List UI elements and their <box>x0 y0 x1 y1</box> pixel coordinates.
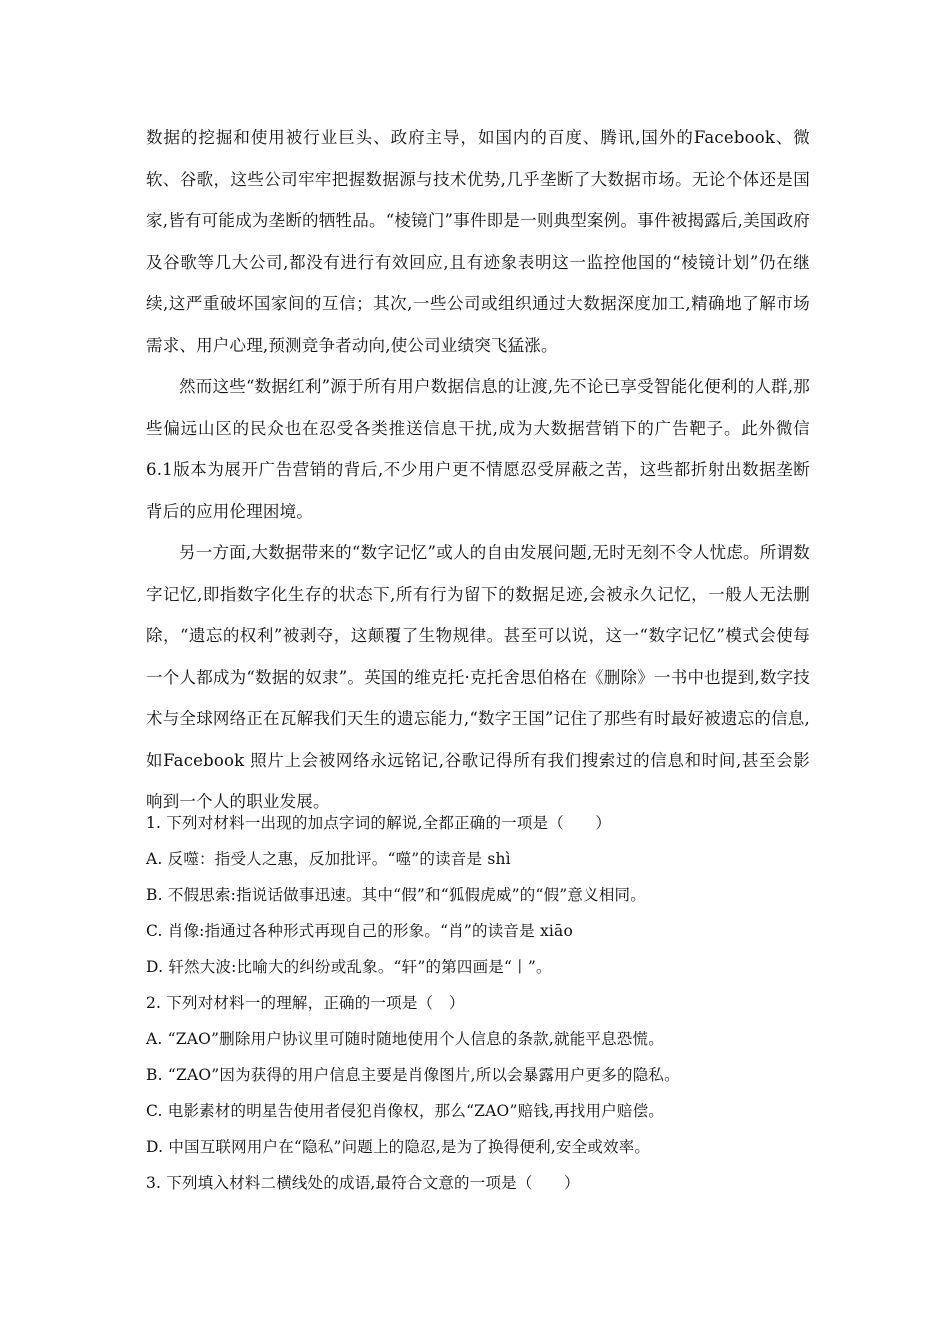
question-2-option-b: B. “ZAO”因为获得的用户信息主要是肖像图片,所以会暴露用户更多的隐私。 <box>146 1066 680 1084</box>
paragraph-digital-memory: 另一方面,大数据带来的“数字记忆”或人的自由发展问题,无时无刻不令人忧虑。所谓数字记忆,即指数字化生存的状态下,所有行为留下的数据足迹,会被永久记忆，一般人无法删除，“遗忘的权利”被剥夺，这颠覆了生物规律。甚至可以说，这一“数字记忆”模式会使每一个人都成为“数据的奴隶”。英国的维克托·克托舍思伯格在《删除》一书中也提到,数字技术与全球网络正在瓦解我们天生的遗忘能力,“数字王国”记住了那些有时最好被遗忘的信息,如Facebook 照片上会被网络永远铭记,谷歌记得所有我们搜索过的信息和时间,甚至会影响到一个人的职业发展。 <box>146 543 810 811</box>
question-1-stem: 1. 下列对材料一出现的加点字词的解说,全都正确的一项是（ ） <box>146 814 612 832</box>
question-1-option-b: B. 不假思索:指说话做事迅速。其中“假”和“狐假虎威”的“假”意义相同。 <box>146 886 646 904</box>
paragraph-data-monopoly: 数据的挖掘和使用被行业巨头、政府主导，如国内的百度、腾讯,国外的Facebook、微软、谷歌，这些公司牢牢把握数据源与技术优势,几乎垄断了大数据市场。无论个体还是国家,皆有可能成为垄断的牺牲品。“棱镜门”事件即是一则典型案例。事件被揭露后,美国政府及谷歌等几大公司,都没有进行有效回应,且有迹象表明这一监控他国的“棱镜计划”仍在继续,这严重破坏国家间的互信；其次,一些公司或组织通过大数据深度加工,精确地了解市场需求、用户心理,预测竞争者动向,使公司业绩突飞猛涨。 <box>146 128 810 355</box>
question-2-option-d: D. 中国互联网用户在“隐私”问题上的隐忍,是为了换得便利,安全或效率。 <box>146 1138 651 1156</box>
question-3-stem: 3. 下列填入材料二横线处的成语,最符合文意的一项是（ ） <box>146 1174 580 1192</box>
question-2-stem: 2. 下列对材料一的理解，正确的一项是（ ） <box>146 994 465 1012</box>
question-1-option-c: C. 肖像:指通过各种形式再现自己的形象。“肖”的读音是 xiāo <box>146 922 574 940</box>
question-2-option-c: C. 电影素材的明星告使用者侵犯肖像权，那么“ZAO”赔钱,再找用户赔偿。 <box>146 1102 665 1120</box>
paragraph-data-dividend: 然而这些“数据红利”源于所有用户数据信息的让渡,先不论已享受智能化便利的人群,那些偏远山区的民众也在忍受各类推送信息干扰,成为大数据营销下的广告靶子。此外微信6.1版本为展开广告营销的背后,不少用户更不情愿忍受屏蔽之苦，这些都折射出数据垄断背后的应用伦理困境。 <box>146 377 810 521</box>
question-1-option-a: A. 反噬：指受人之惠，反加批评。“噬”的读音是 shì <box>146 850 511 868</box>
question-1-option-d: D. 轩然大波:比喻大的纠纷或乱象。“轩”的第四画是“丨”。 <box>146 958 552 976</box>
question-2-option-a: A. “ZAO”删除用户协议里可随时随地使用个人信息的条款,就能平息恐慌。 <box>146 1030 664 1048</box>
